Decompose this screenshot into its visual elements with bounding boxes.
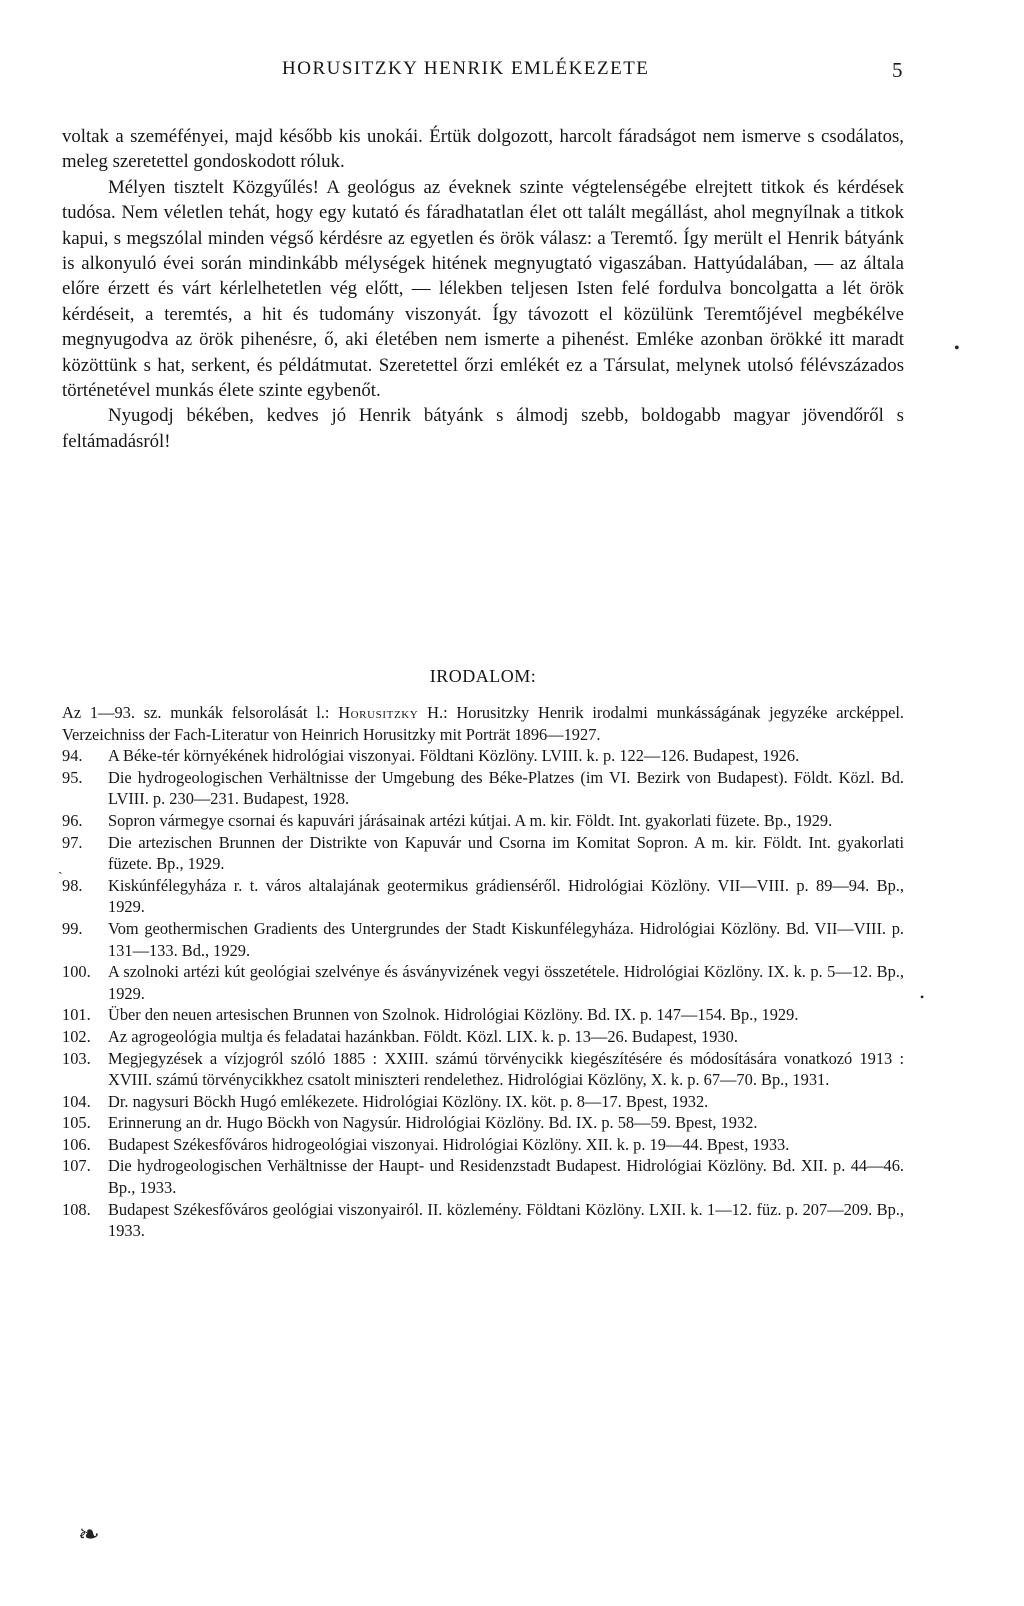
reference-item [62,745,904,767]
reference-item [62,767,904,810]
reference-intro-text-2: H.: Horusitzky Henrik irodalmi munkásságának jegyzéke arcképpel. Verzeichniss der Fach-Literatur von Heinrich Horusitzky mit Porträt 1896—1927. [62,703,905,744]
reference-item [62,1134,904,1156]
body-text [62,124,904,454]
reference-item [62,1004,904,1026]
reference-text: Budapest Székesfőváros geológiai viszonyairól. II. közlemény. Földtani Közlöny. LXII. k. 1—12. füz. p. 207—209. Bp., 1933. [108,1199,904,1241]
reference-item [62,1091,904,1113]
reference-item [62,1026,904,1048]
reference-number: 100. [62,962,91,982]
reference-number: 104. [62,1091,91,1111]
reference-text: Kiskúnfélegyháza r. t. város altalajának geotermikus grádienséről. Hidrológiai Közlöny. VII—VIII. p. 89—94. Bp., 1929. [108,875,904,917]
reference-text: A szolnoki artézi kút geológiai szelvénye és ásványvizének vegyi összetétele. Hidrológiai Közlöny. IX. k. p. 5—12. Bp., 1929. [108,962,904,1003]
reference-item [62,832,904,875]
reference-item [62,961,904,1004]
reference-intro-text: Az 1—93. sz. munkák felsorolását l.: [62,703,339,722]
margin-speck-icon: • [954,340,960,357]
reference-number: 107. [62,1156,91,1176]
reference-text: Megjegyzések a vízjogról szóló 1885 : XXIII. számú törvénycikk kiegészítésére és módosítására vonatkozó 1913 : XVIII. számú törvénycikkhez csatolt miniszteri rendelethez. Hidrológiai Közlöny, X. k. p. 67—70. Bp., 1931. [108,1048,904,1090]
reference-item [62,810,904,832]
reference-number: 95. [62,767,83,787]
running-title: HORUSITZKY HENRIK EMLÉKEZETE [282,58,650,79]
reference-item [62,875,904,918]
reference-number: 101. [62,1005,91,1025]
reference-text: Über den neuen artesischen Brunnen von Szolnok. Hidrológiai Közlöny. Bd. IX. p. 147—154. Bp., 1929. [108,1005,799,1025]
reference-number: 106. [62,1134,91,1154]
reference-text: Die artezischen Brunnen der Distrikte von Kapuvár und Csorna im Komitat Sopron. A m. kir. Földt. Int. gyakorlati füzete. Bp., 1929. [108,832,904,874]
reference-intro [62,702,904,745]
reference-number: 97. [62,832,83,852]
reference-number: 96. [62,810,83,830]
section-title: IRODALOM: [429,666,537,686]
reference-number: 94. [62,746,83,766]
reference-text: Budapest Székesfőváros hidrogeológiai viszonyai. Hidrológiai Közlöny. XII. k. p. 19—44. Bpest, 1933. [108,1134,790,1154]
reference-number: 105. [62,1113,91,1133]
reference-number: 108. [62,1199,91,1219]
reference-text: Die hydrogeologischen Verhältnisse der Umgebung des Béke-Platzes (im VI. Bezirk von Budapest). Földt. Közl. Bd. LVIII. p. 230—231. Budapest, 1928. [108,767,904,809]
reference-number: 98. [62,875,83,895]
reference-item [62,1199,904,1242]
margin-speck-icon: ˏ [58,860,63,875]
margin-speck-icon: • [920,990,925,1004]
reference-text: Die hydrogeologischen Verhältnisse der Haupt- und Residenzstadt Budapest. Hidrológiai Közlöny. Bd. XII. p. 44—46. Bp., 1933. [108,1156,904,1198]
reference-number: 102. [62,1026,91,1046]
running-header [62,58,904,88]
reference-list [62,702,904,1242]
reference-text: Az agrogeológia multja és feladatai hazánkban. Földt. Közl. LIX. k. p. 13—26. Budapest, 1930. [108,1026,738,1046]
reference-text: Sopron vármegye csornai és kapuvári járásainak artézi kútjai. A m. kir. Földt. Int. gyakorlati füzete. Bp., 1929. [108,810,833,830]
reference-number: 99. [62,918,83,938]
reference-intro-author: Horusitzky [338,703,419,722]
reference-item [62,1048,904,1091]
paragraph: Nyugodj békében, kedves jó Henrik bátyánk s álmodj szebb, boldogabb magyar jövendőről s feltámadásról! [62,405,904,452]
paragraph: Mélyen tisztelt Közgyűlés! A geológus az éveknek szinte végtelenségébe elrejtett titkok és kérdések tudósa. Nem véletlen tehát, hogy egy kutató és fáradhatatlan élet ott talált megállást, ahol megnyílnak a titkok kapui, s megszólal minden végső kérdésre az egyetlen és örök válasz: a Teremtő. Így merült el Henrik bátyánk is alkonyuló évei során mindinkább mélységek hitének megnyugtató vigaszában. Hattyúdalában, — az általa előre érzett és várt kérlelhetetlen vég előtt, — lélekben teljesen Isten felé fordulva boncolgatta a lét örök kérdéseit, a teremtés, a hit és tudomány viszonyát. Így távozott el közülünk Teremtőjével megbékélve megnyugodva az örök pihenésre, ő, aki életében nem ismerte a pihenést. Emléke azonban örökké itt maradt közöttünk s hat, serkent, és példátmutat. Szeretettel őrzi emlékét ez a Társulat, melynek utolsó félévszázados történetével munkás élete szinte egybenőt. [62,176,904,402]
reference-item [62,918,904,961]
reference-text: Dr. nagysuri Böckh Hugó emlékezete. Hidrológiai Közlöny. IX. köt. p. 8—17. Bpest, 1932. [108,1091,709,1111]
reference-text: A Béke-tér környékének hidrológiai viszonyai. Földtani Közlöny. LVIII. k. p. 122—126. Budapest, 1926. [108,746,800,766]
ink-blot-icon: ❧ [78,1520,100,1549]
paragraph: voltak a szeméfényei, majd később kis unokái. Értük dolgozott, harcolt fáradságot nem ismerve s csodálatos, meleg szeretettel gondoskodott róluk. [62,126,904,173]
reference-item [62,1155,904,1198]
page-number: 5 [892,58,904,82]
reference-item [62,1112,904,1134]
reference-number: 103. [62,1048,91,1068]
reference-text: Vom geothermischen Gradients des Untergrundes der Stadt Kiskunfélegyháza. Hidrológiai Közlöny. Bd. VII—VIII. p. 131—133. Bd., 1929. [108,918,904,960]
reference-text: Erinnerung an dr. Hugo Böckh von Nagysúr. Hidrológiai Közlöny. Bd. IX. p. 58—59. Bpest, 1932. [108,1113,758,1133]
